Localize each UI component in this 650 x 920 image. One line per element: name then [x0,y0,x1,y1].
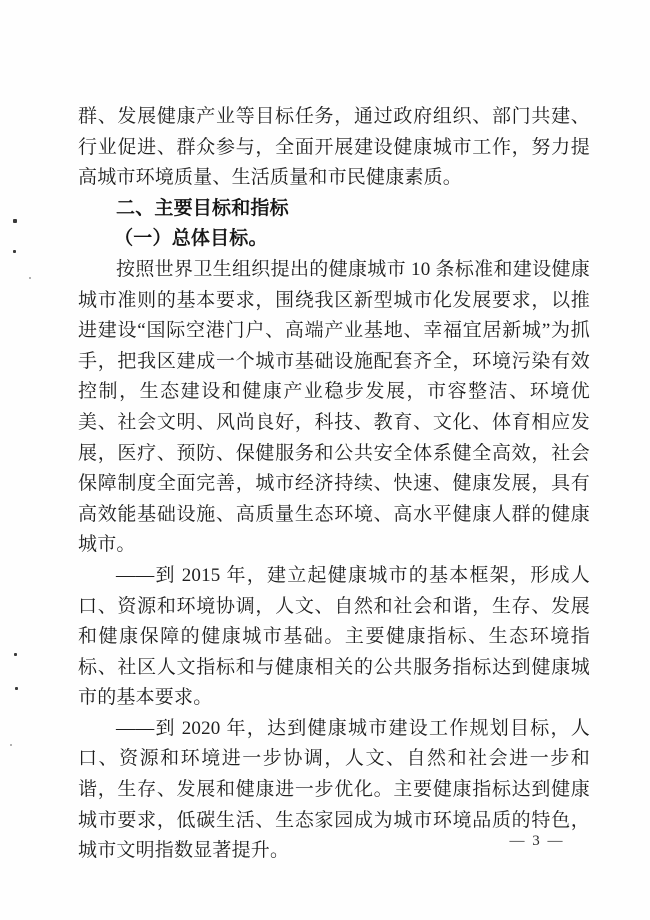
paragraph-2020-goal: ——到 2020 年，达到健康城市建设工作规划目标，人口、资源和环境进一步协调，人文、自然和社会进一步和谐，生存、发展和健康进一步优化。主要健康指标达到健康城市要求，低碳生活、生态家园成为城市环境品质的特色，城市文明指数显著提升。 [78,717,590,862]
section-heading: 二、主要目标和指标 [116,197,289,219]
paragraph-intro-continuation: 群、发展健康产业等目标任务，通过政府组织、部门共建、行业促进、群众参与，全面开展建设健康城市工作，努力提高城市环境质量、生活质量和市民健康素质。 [78,106,590,189]
scan-speck [13,250,16,253]
scan-speck [13,219,17,223]
scan-speck [29,277,31,279]
scan-speck [14,653,17,656]
paragraph-2015-goal: ——到 2015 年，建立起健康城市的基本框架，形成人口、资源和环境协调，人文、自然和社会和谐，生存、发展和健康保障的健康城市基础。主要健康指标、生态环境指标、社区人文指标和与健康相关的公共服务指标达到健康城市的基本要求。 [78,564,590,709]
page-number: — 3 — [509,833,565,849]
paragraph-overall-goal: 按照世界卫生组织提出的健康城市 10 条标准和建设健康城市准则的基本要求，围绕我区新型城市化发展要求，以推进建设“国际空港门户、高端产业基地、幸福宜居新城”为抓手，把我区建成一个城市基础设施配套齐全，环境污染有效控制，生态建设和健康产业稳步发展，市容整洁、环境优美、社会文明、风尚良好，科技、教育、文化、体育相应发展，医疗、预防、保健服务和公共安全体系健全高效，社会保障制度全面完善，城市经济持续、快速、健康发展，具有高效能基础设施、高质量生态环境、高水平健康人群的健康城市。 [78,258,590,556]
scan-speck [10,744,12,746]
document-body [78,102,590,867]
scan-speck [15,687,18,690]
subsection-heading: （一）总体目标。 [114,228,268,250]
